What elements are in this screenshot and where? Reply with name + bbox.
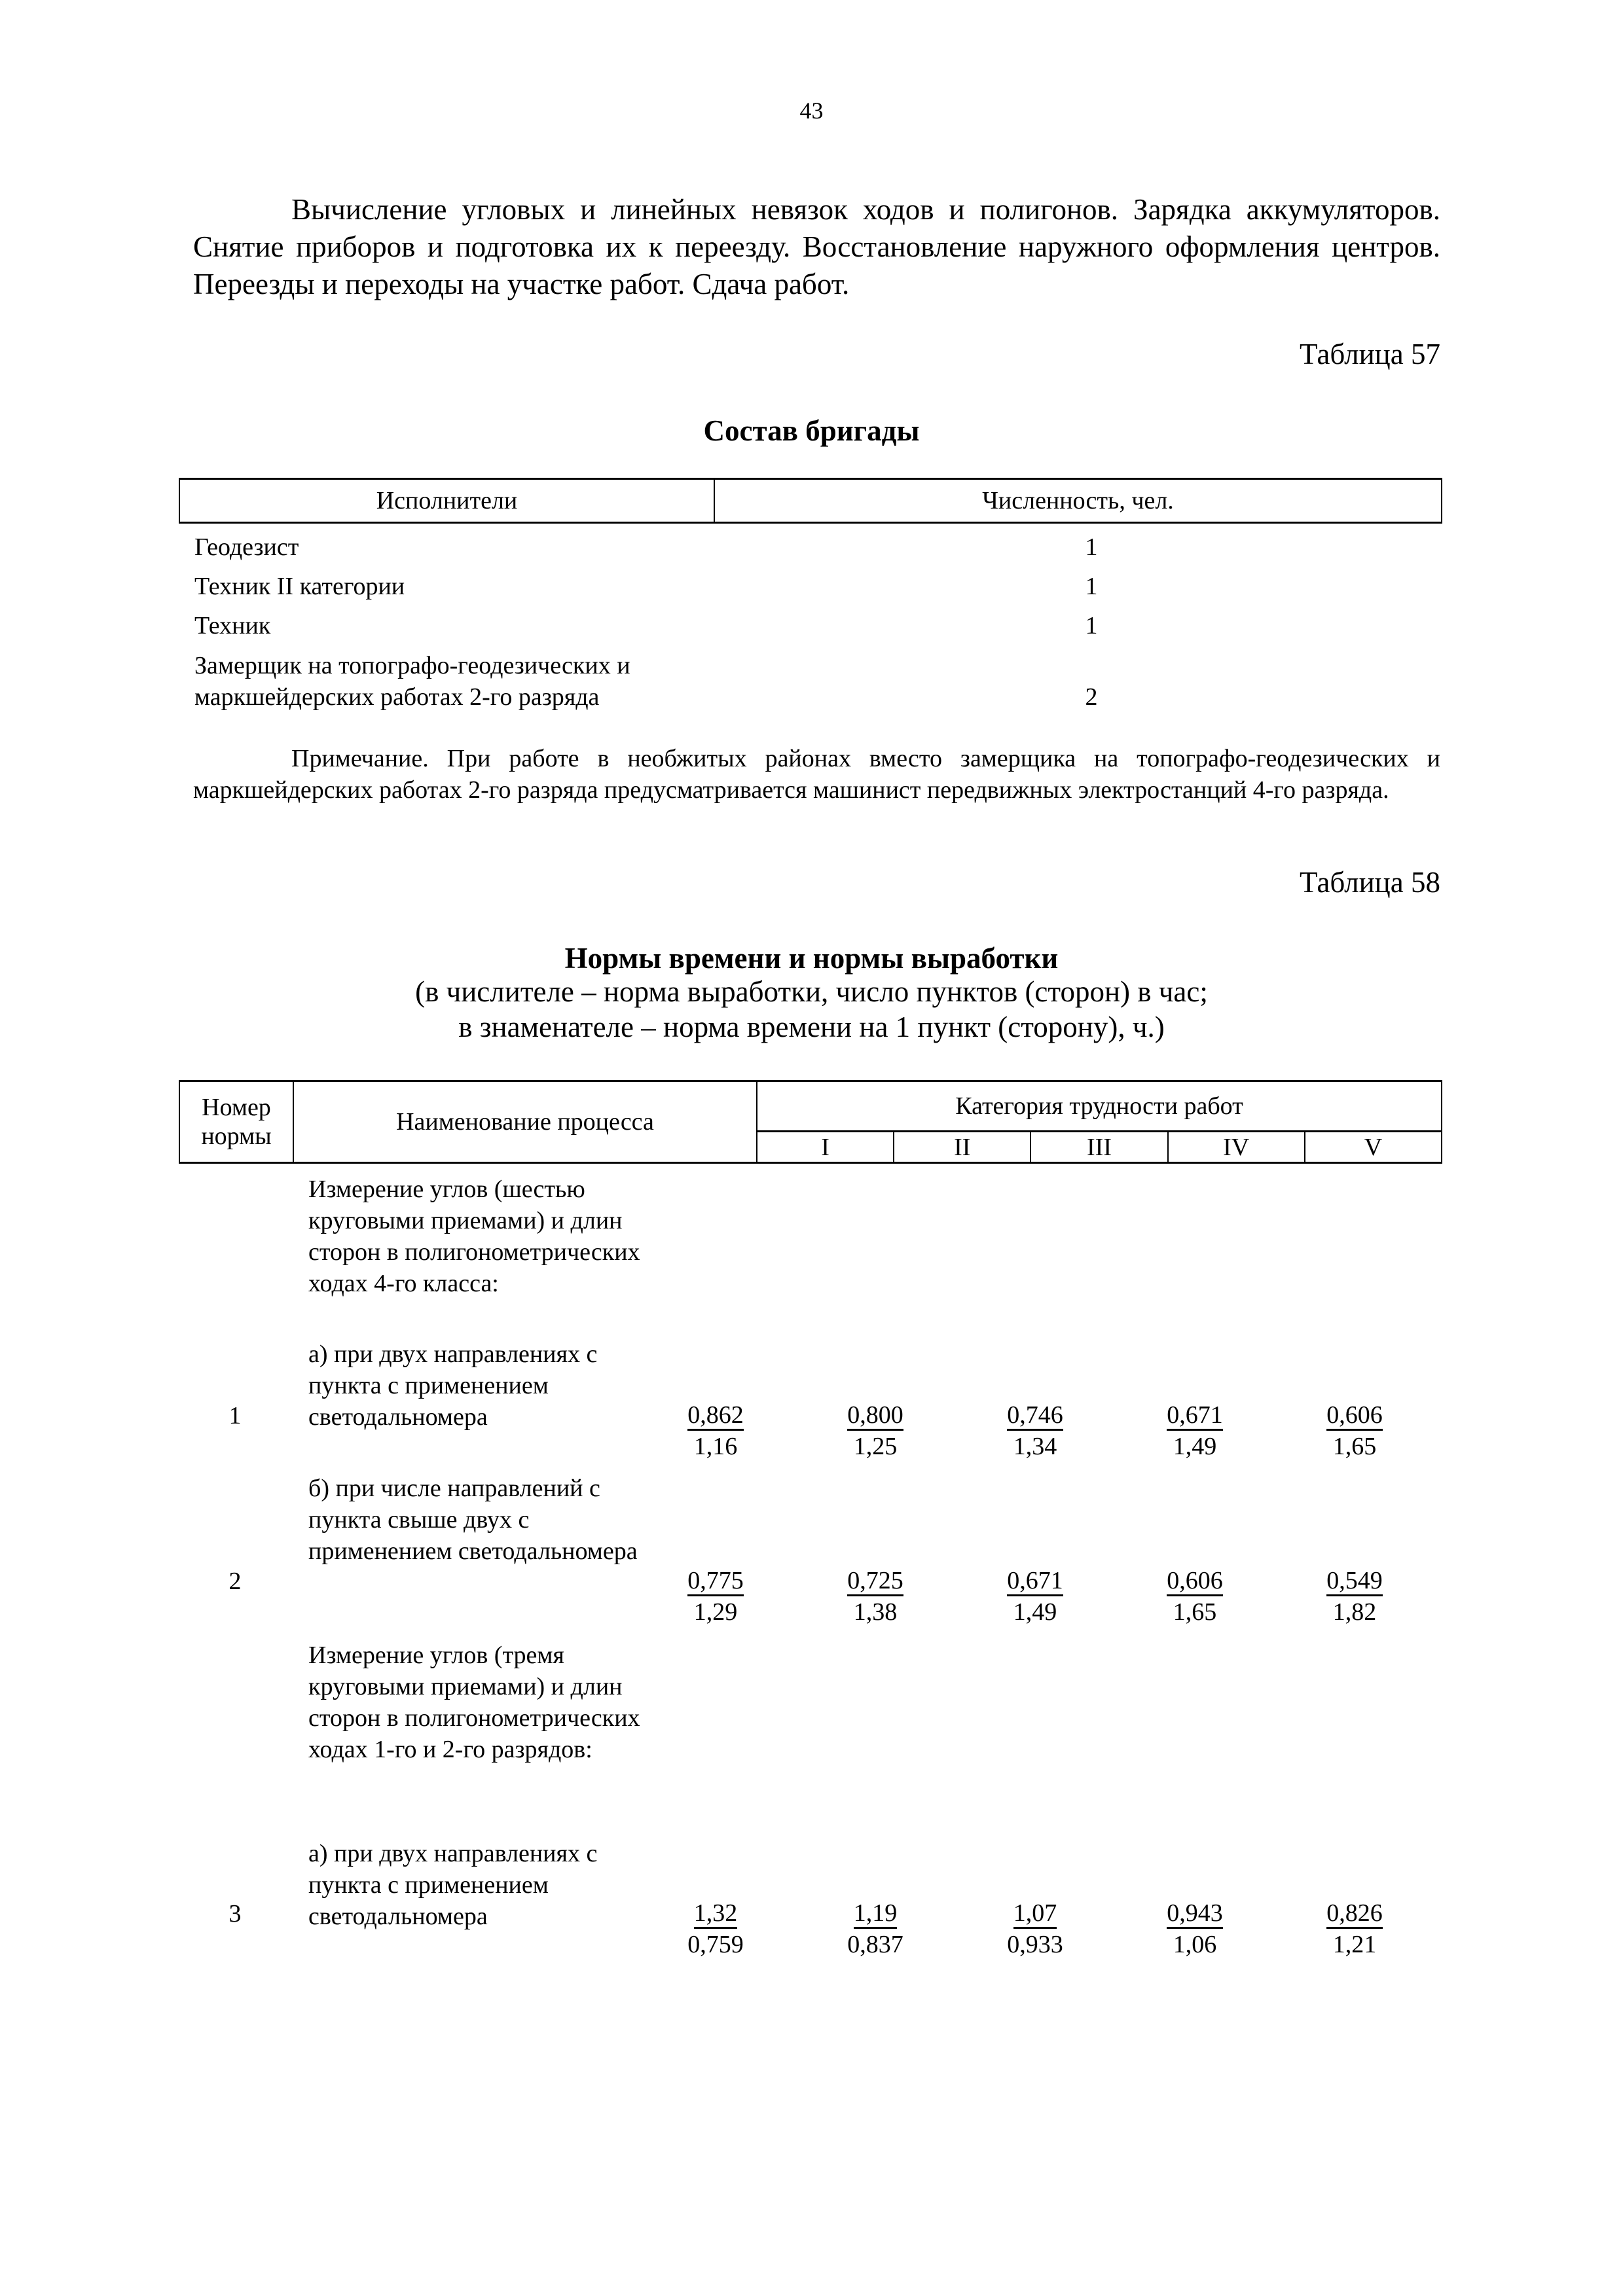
header-category-columns <box>757 1132 1441 1162</box>
norm-value-cat-4: $\frac{0,671}{1,49}$ <box>1167 1401 1223 1460</box>
table-57-header <box>179 478 1442 524</box>
performer-count: 2 <box>1085 683 1098 711</box>
header-performers: Исполнители <box>180 480 715 522</box>
table-57-note: Примечание. При работе в необжитых районах вместо замерщика на топографо-геодезических и маркшейдерских работах 2-го разряда предусматривается машинист передвижных электростанций 4-го разряда. <box>193 745 1440 804</box>
norm-value-cat-3: $\frac{0,746}{1,34}$ <box>1007 1401 1063 1460</box>
norm-value-cat-5: $\frac{0,549}{1,82}$ <box>1326 1567 1383 1626</box>
performer-name: Замерщик на топографо-геодезических и маркшейдерских работах 2-го разряда <box>194 652 630 711</box>
process-name: а) при двух направлениях с пункта с применением светодальномера <box>308 1340 598 1431</box>
norm-value-cat-1: $\frac{1,32}{0,759}$ <box>687 1899 744 1958</box>
norm-value-cat-2: $\frac{1,19}{0,837}$ <box>847 1899 903 1958</box>
table-57-label: Таблица 57 <box>1300 338 1440 370</box>
header-category-5: V <box>1364 1133 1383 1161</box>
header-category-2: II <box>894 1132 1031 1162</box>
norm-number: 2 <box>228 1568 242 1595</box>
table-row <box>194 571 1438 602</box>
performer-count: 1 <box>1085 573 1098 600</box>
performer-count: 1 <box>1085 533 1098 561</box>
group-heading-1st-2nd-rank: Измерение углов (тремя круговыми приемами) и длин сторон в полигонометрических ходах 1-го и 2-го разрядов: <box>308 1641 640 1763</box>
header-category-3: III <box>1031 1132 1168 1162</box>
header-difficulty-category: Категория трудности работ <box>757 1082 1441 1132</box>
table-58-header <box>179 1080 1442 1164</box>
group-heading-4th-class: Измерение углов (шестью круговыми приемами) и длин сторон в полигонометрических ходах 4-го класса: <box>308 1175 640 1297</box>
process-name: а) при двух направлениях с пункта с применением светодальномера <box>308 1840 598 1930</box>
norm-number: 1 <box>228 1402 242 1429</box>
norm-value-cat-4: $\frac{0,606}{1,65}$ <box>1167 1567 1223 1626</box>
norm-value-cat-3: $\frac{1,07}{0,933}$ <box>1007 1899 1063 1958</box>
table-57-title: Состав бригады <box>703 414 920 447</box>
norm-value-cat-3: $\frac{0,671}{1,49}$ <box>1007 1567 1063 1626</box>
norm-value-cat-5: $\frac{0,826}{1,21}$ <box>1326 1899 1383 1958</box>
table-row <box>194 610 1438 641</box>
page-number: 43 <box>799 98 824 124</box>
header-norm-number: Номер нормы <box>180 1082 294 1162</box>
norm-value-cat-5: $\frac{0,606}{1,65}$ <box>1326 1401 1383 1460</box>
table-row <box>194 531 1438 563</box>
performer-name: Техник <box>194 612 271 639</box>
intro-paragraph: Вычисление угловых и линейных невязок ходов и полигонов. Зарядка аккумуляторов. Снятие приборов и подготовка их к переезду. Восстановление наружного оформления центров. Переезды и переходы на участке работ. Сдача работ. <box>193 193 1440 300</box>
process-name: б) при числе направлений с пункта свыше двух с применением светодальномера <box>308 1475 638 1565</box>
norm-value-cat-2: $\frac{0,725}{1,38}$ <box>847 1567 903 1626</box>
performer-count: 1 <box>1085 612 1098 639</box>
header-process-name: Наименование процесса <box>294 1082 757 1162</box>
header-category-4: IV <box>1169 1132 1305 1162</box>
header-category-1: I <box>757 1132 894 1162</box>
performer-name: Техник II категории <box>194 573 405 600</box>
table-row <box>194 650 1438 713</box>
table-58-subtitle-2: в знаменателе – норма времени на 1 пункт (сторону), ч.) <box>458 1011 1165 1043</box>
norm-value-cat-2: $\frac{0,800}{1,25}$ <box>847 1401 903 1460</box>
norm-value-cat-1: $\frac{0,862}{1,16}$ <box>687 1401 744 1460</box>
table-58-label: Таблица 58 <box>1300 866 1440 899</box>
norm-value-cat-4: $\frac{0,943}{1,06}$ <box>1167 1899 1223 1958</box>
performer-name: Геодезист <box>194 533 299 561</box>
header-count: Численность, чел. <box>982 487 1174 514</box>
norm-value-cat-1: $\frac{0,775}{1,29}$ <box>687 1567 744 1626</box>
table-58-title: Нормы времени и нормы выработки <box>564 942 1059 975</box>
norm-number: 3 <box>228 1900 242 1928</box>
table-58-subtitle-1: (в числителе – норма выработки, число пунктов (сторон) в час; <box>415 975 1208 1008</box>
